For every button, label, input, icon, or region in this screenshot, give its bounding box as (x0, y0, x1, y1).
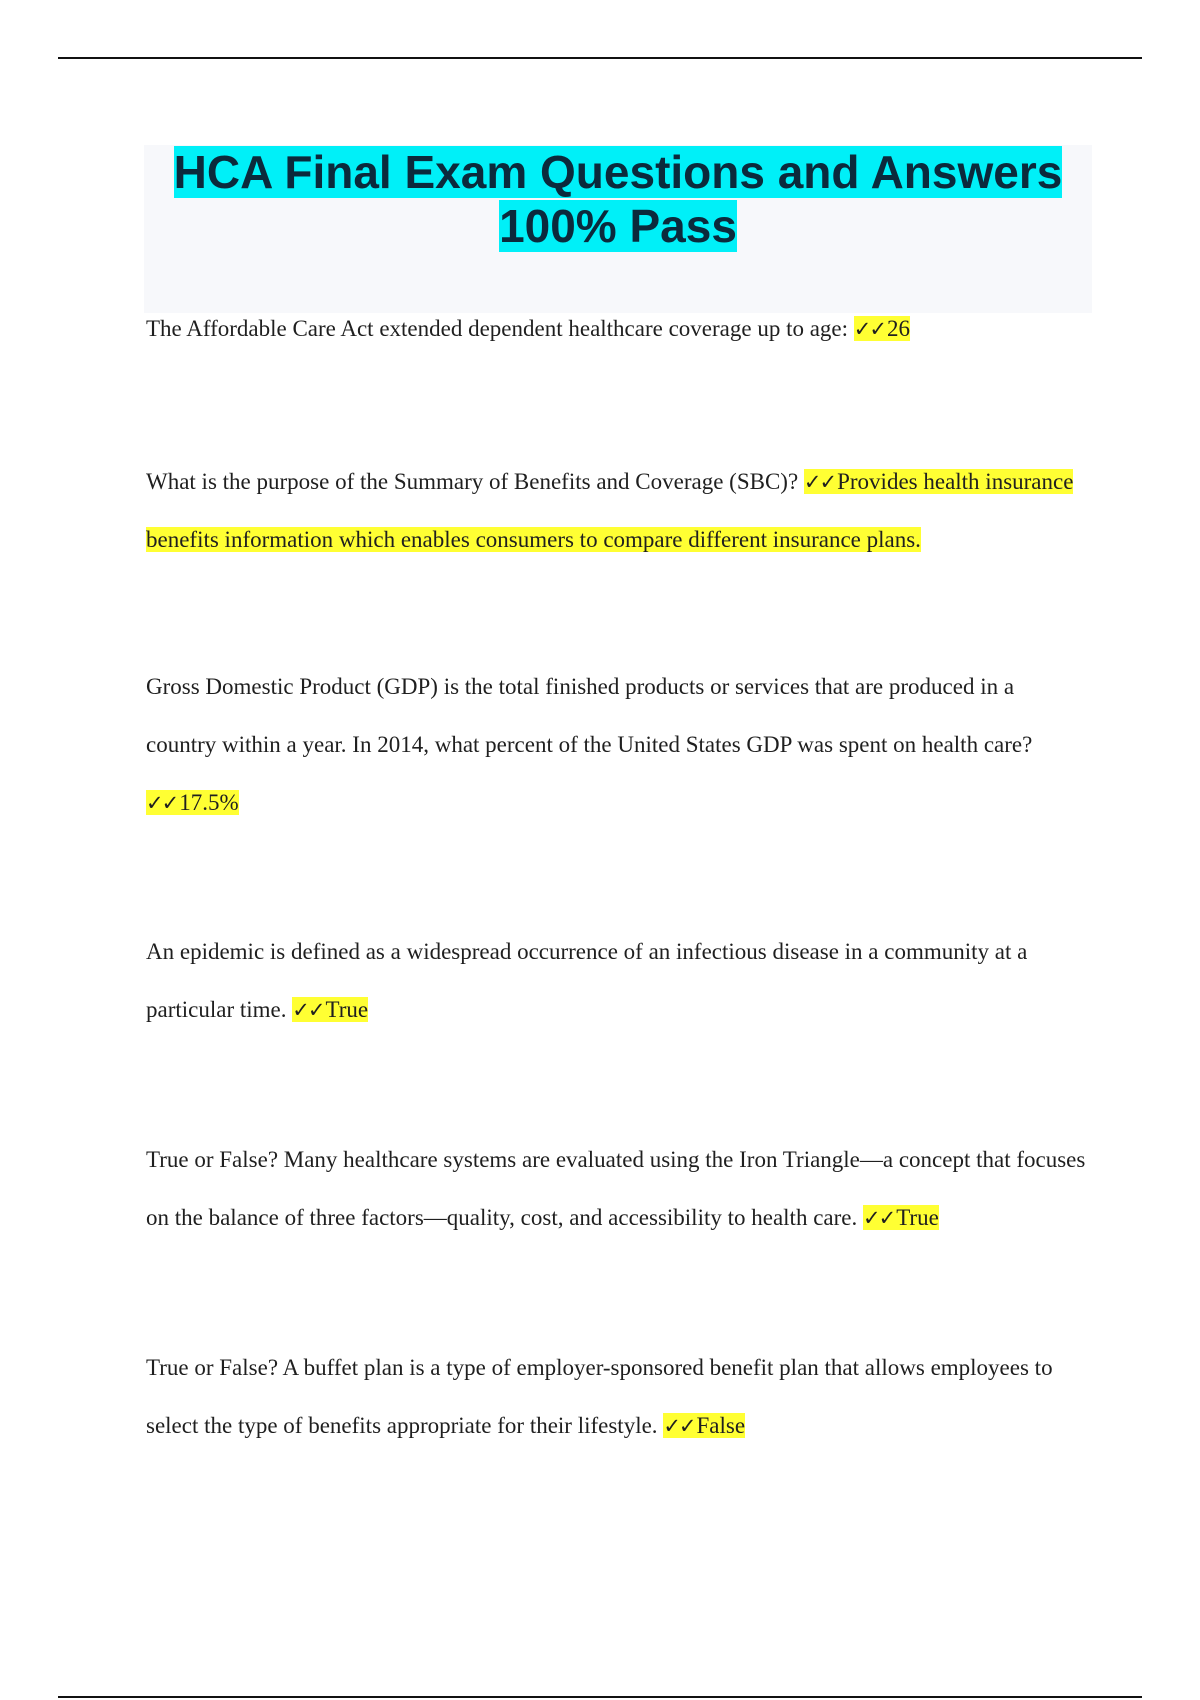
answer-text: 17.5% (179, 790, 239, 815)
answer-text: Provides health insurance benefits information which enables consumers to compare different insurance plans. (146, 469, 1074, 552)
title-line-1 (144, 145, 1092, 199)
answer-text: True (896, 1205, 939, 1230)
double-check-icon: ✓✓ (663, 1414, 695, 1438)
qa-item-3 (146, 658, 1086, 832)
answer-text: 26 (886, 316, 910, 341)
top-rule (58, 57, 1142, 59)
question-text: The Affordable Care Act extended dependent healthcare coverage up to age: (146, 316, 854, 341)
qa-item-1 (146, 300, 1086, 358)
double-check-icon: ✓✓ (803, 470, 836, 494)
double-check-icon: ✓✓ (292, 998, 324, 1022)
answer-text: False (696, 1413, 746, 1438)
qa-item-6 (146, 1339, 1086, 1455)
question-text: True or False? A buffet plan is a type of employer-sponsored benefit plan that allows employees to select the type of benefits appropriate for their lifestyle. (146, 1355, 1053, 1438)
question-text: True or False? Many healthcare systems are evaluated using the Iron Triangle—a concept that focuses on the balance of three factors—quality, cost, and accessibility to health care. (146, 1147, 1086, 1230)
answer-highlight (863, 1205, 939, 1230)
qa-item-2 (146, 453, 1086, 569)
bottom-rule (58, 1696, 1142, 1698)
answer-highlight (854, 316, 910, 341)
question-text: What is the purpose of the Summary of Benefits and Coverage (SBC)? (146, 469, 804, 494)
question-text: Gross Domestic Product (GDP) is the total finished products or services that are produced in a country within a year. In 2014, what percent of the United States GDP was spent on health care? (146, 674, 1033, 757)
title-line-2 (144, 199, 1092, 253)
answer-highlight (292, 997, 368, 1022)
title-block (144, 145, 1092, 313)
title-text-2: 100% Pass (499, 200, 737, 252)
question-text: An epidemic is defined as a widespread occurrence of an infectious disease in a community at a particular time. (146, 939, 1028, 1022)
answer-highlight (146, 790, 239, 815)
title-text-1: HCA Final Exam Questions and Answers (173, 146, 1063, 198)
double-check-icon: ✓✓ (853, 317, 885, 341)
answer-text: True (325, 997, 369, 1022)
qa-item-5 (146, 1131, 1086, 1247)
qa-item-4 (146, 923, 1086, 1039)
double-check-icon: ✓✓ (862, 1206, 895, 1230)
double-check-icon: ✓✓ (146, 791, 178, 815)
answer-highlight (663, 1413, 745, 1438)
